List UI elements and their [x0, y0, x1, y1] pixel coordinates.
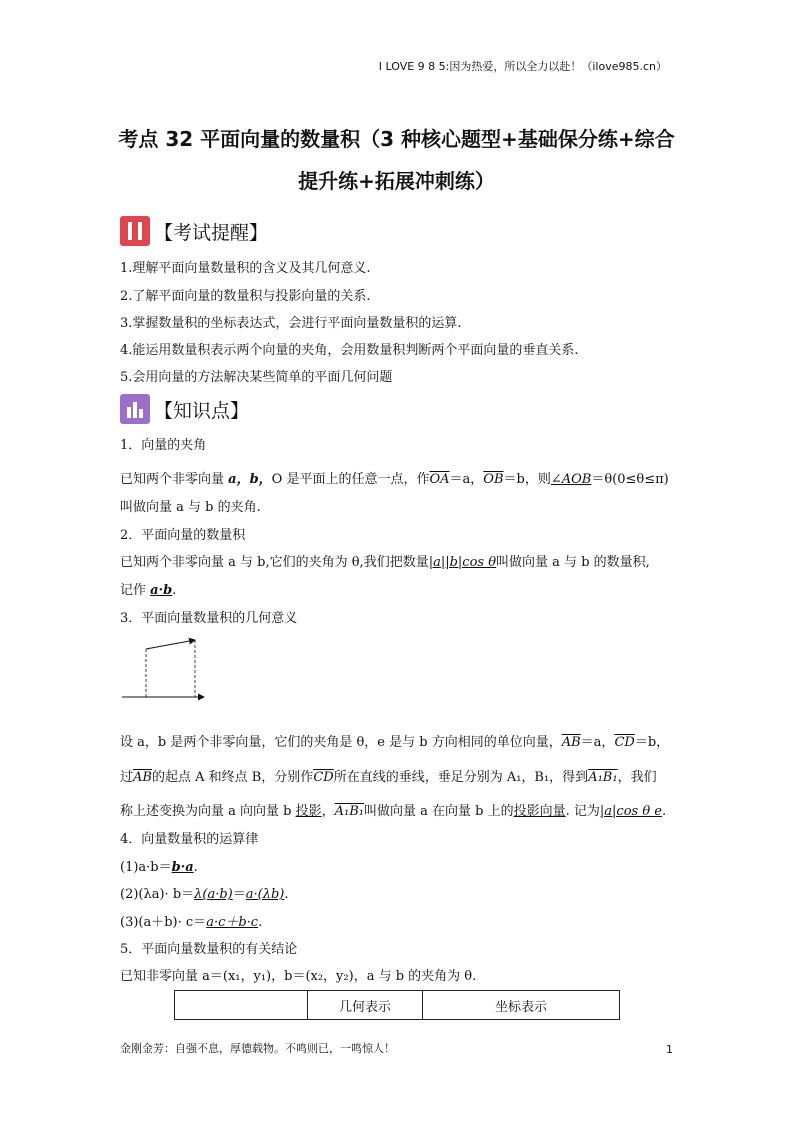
subheading: 2．平面向量的数量积 — [120, 528, 246, 543]
page-footer: 金刚金芳：自强不息，厚德载物。不鸣则已，一鸣惊人！ — [120, 1042, 395, 1055]
list-item: 5.会用向量的方法解决某些简单的平面几何问题 — [120, 370, 393, 385]
subheading: 1．向量的夹角 — [120, 438, 207, 453]
section-exam-reminder — [120, 216, 268, 246]
paragraph: 过$\overline{AB}$的起点 A 和终点 B，分别作$\overline{CD}$所在直线的垂线，垂足分别为 A₁，B₁，得到A₁B₁，我们 — [120, 770, 657, 785]
list-item: 3.掌握数量积的坐标表达式，会进行平面向量数量积的运算. — [120, 316, 462, 331]
subheading: 4．向量数量积的运算律 — [120, 832, 259, 847]
page-title: 考点 32 平面向量的数量积（3 种核心题型+基础保分练+综合 提升练+拓展冲刺练） — [118, 127, 675, 193]
vector-a-arrow — [146, 640, 195, 649]
table-row — [175, 991, 620, 1020]
paragraph: 设 a，b 是两个非零向量，它们的夹角是 θ，e 是与 b 方向相同的单位向量，$\overline{AB}=a$，$\overline{CD}=b$， — [120, 735, 670, 750]
subheading: 3．平面向量数量积的几何意义 — [120, 611, 298, 626]
section-knowledge — [120, 394, 249, 424]
paragraph: 已知两个非零向量 a 与 b,它们的夹角为 θ,我们把数量|a||b|cos θ叫做向量 a 与 b 的数量积, — [120, 555, 650, 570]
list-item: 1.理解平面向量数量积的含义及其几何意义. — [120, 261, 371, 276]
section-title: 【考试提醒】 — [154, 221, 269, 244]
list-item: 4.能运用数量积表示两个向量的夹角，会用数量积判断两个平面向量的垂直关系. — [120, 343, 579, 358]
paragraph: 记作 a·b. — [120, 583, 177, 598]
subheading: 5．平面向量数量积的有关结论 — [120, 942, 298, 957]
section-title: 【知识点】 — [154, 399, 250, 422]
paragraph: 已知非零向量 a＝(x₁，y₁)，b＝(x₂，y₂)，a 与 b 的夹角为 θ. — [120, 969, 477, 984]
page-header: I LOVE 9 8 5:因为热爱，所以全力以赴！（ilove985.cn） — [378, 60, 667, 73]
projection-figure — [116, 625, 226, 717]
law-item: (3)(a＋b)· c＝a·c＋b·c. — [120, 915, 263, 930]
pause-bars-icon — [120, 216, 150, 246]
paragraph: 已知两个非零向量 a，b，O 是平面上的任意一点，作$\overline{OA}=a$，$\overline{OB}=b$，则∠AOB＝θ(0≤θ≤π) — [120, 472, 669, 487]
page-number: 1 — [666, 1043, 673, 1056]
bar-chart-icon — [120, 394, 150, 424]
conclusion-table — [174, 990, 620, 1020]
table-header-cell: 坐标表示 — [423, 991, 620, 1020]
law-item: (2)(λa)· b＝λ(a·b)＝a·(λb). — [120, 887, 289, 902]
paragraph: 叫做向量 a 与 b 的夹角. — [120, 500, 261, 515]
paragraph: 称上述变换为向量 a 向向量 b 投影，A₁B₁叫做向量 a 在向量 b 上的投影向量. 记为|a|cos θ e. — [120, 804, 667, 819]
law-item: (1)a·b＝b·a. — [120, 860, 198, 875]
list-item: 2.了解平面向量的数量积与投影向量的关系. — [120, 289, 371, 304]
table-header-cell: 几何表示 — [308, 991, 423, 1020]
table-header-cell — [175, 991, 308, 1020]
